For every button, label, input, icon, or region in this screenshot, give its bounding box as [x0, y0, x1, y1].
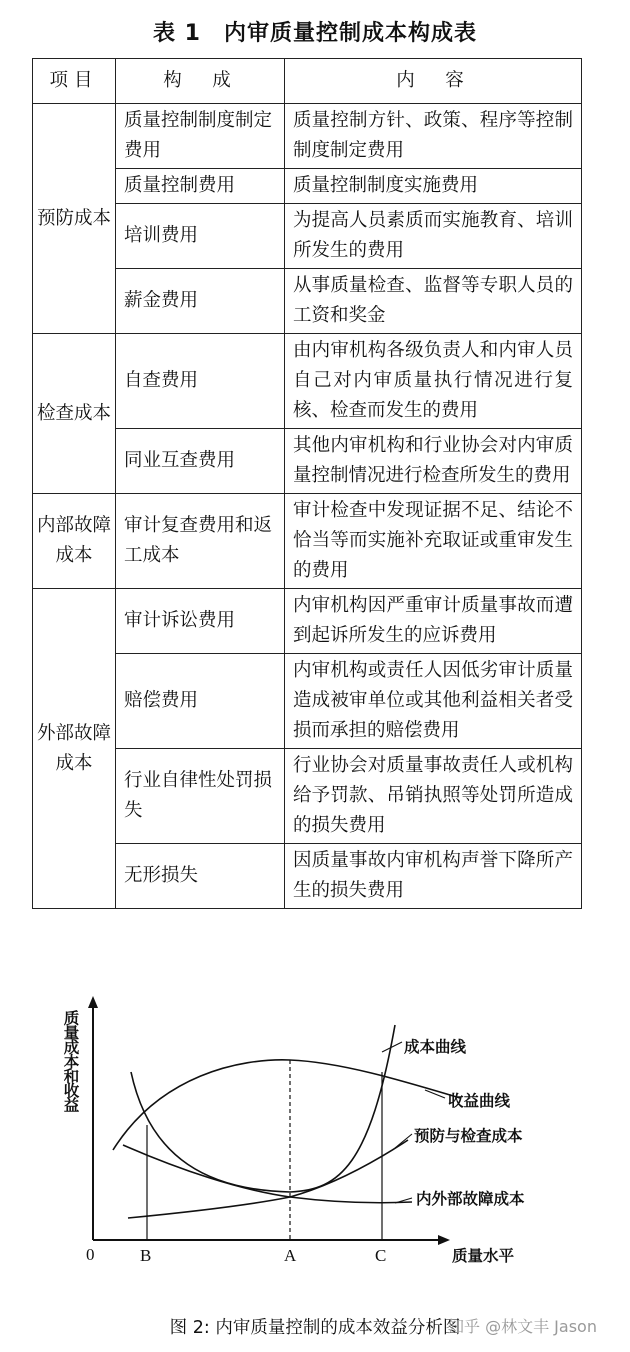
category-prevention: 预防成本: [33, 104, 116, 334]
x-mark-c: C: [375, 1246, 387, 1265]
x-axis-label: 质量水平: [452, 1246, 515, 1265]
category-external-failure: 外部故障成本: [33, 589, 116, 909]
x-axis-arrow: [438, 1235, 450, 1245]
content-cell: 其他内审机构和行业协会对内审质量控制情况进行检查所发生的费用: [285, 429, 582, 494]
cost-curve: [131, 1025, 395, 1192]
composition-cell: 质量控制制度制定费用: [116, 104, 285, 169]
table-row: [33, 429, 582, 494]
cost-benefit-diagram: [0, 990, 630, 1290]
prevention-label-pointer: [395, 1134, 412, 1148]
composition-cell: 培训费用: [116, 204, 285, 269]
header-composition: 构 成: [116, 59, 285, 104]
table-row: [33, 269, 582, 334]
x-mark-a: A: [284, 1246, 297, 1265]
composition-cell: 行业自律性处罚损失: [116, 749, 285, 844]
table-row: [33, 844, 582, 909]
table-row: [33, 169, 582, 204]
category-inspection: 检查成本: [33, 334, 116, 494]
table-title: 表 1 内审质量控制成本构成表: [153, 21, 477, 46]
composition-cell: 审计诉讼费用: [116, 589, 285, 654]
composition-cell: 同业互查费用: [116, 429, 285, 494]
content-cell: 从事质量检查、监督等专职人员的工资和奖金: [285, 269, 582, 334]
composition-cell: 无形损失: [116, 844, 285, 909]
table-header-row: [33, 59, 582, 104]
failure-curve-label: 内外部故障成本: [416, 1189, 525, 1208]
y-axis-arrow: [88, 996, 98, 1008]
composition-cell: 薪金费用: [116, 269, 285, 334]
composition-cell: 审计复查费用和返工成本: [116, 494, 285, 589]
figure-caption: 图 2: 内审质量控制的成本效益分析图: [169, 1318, 461, 1338]
composition-cell: 质量控制费用: [116, 169, 285, 204]
cost-curve-label: 成本曲线: [404, 1037, 467, 1056]
composition-cell: 赔偿费用: [116, 654, 285, 749]
content-cell: 内审机构因严重审计质量事故而遭到起诉所发生的应诉费用: [285, 589, 582, 654]
table-row: [33, 589, 582, 654]
x-mark-b: B: [140, 1246, 152, 1265]
content-cell: 因质量事故内审机构声誉下降所产生的损失费用: [285, 844, 582, 909]
table-row: [33, 104, 582, 169]
content-cell: 内审机构或责任人因低劣审计质量造成被审单位或其他利益相关者受损而承担的赔偿费用: [285, 654, 582, 749]
content-cell: 审计检查中发现证据不足、结论不恰当等而实施补充取证或重审发生的费用: [285, 494, 582, 589]
table-row: [33, 654, 582, 749]
content-cell: 行业协会对质量事故责任人或机构给予罚款、吊销执照等处罚所造成的损失费用: [285, 749, 582, 844]
failure-curve: [123, 1145, 412, 1203]
benefit-curve-label: 收益曲线: [448, 1091, 511, 1110]
header-content: 内 容: [285, 59, 582, 104]
table-row: [33, 204, 582, 269]
table-row: [33, 494, 582, 589]
origin-label: 0: [86, 1245, 95, 1264]
y-axis-label: 质量成本和收益: [61, 1010, 81, 1112]
watermark: 知乎 @林文丰 Jason: [448, 1317, 597, 1336]
prevention-curve: [128, 1140, 408, 1218]
content-cell: 质量控制方针、政策、程序等控制制度制定费用: [285, 104, 582, 169]
table-row: [33, 334, 582, 429]
content-cell: 由内审机构各级负责人和内审人员自己对内审质量执行情况进行复核、检查而发生的费用: [285, 334, 582, 429]
content-cell: 为提高人员素质而实施教育、培训所发生的费用: [285, 204, 582, 269]
content-cell: 质量控制制度实施费用: [285, 169, 582, 204]
header-item: 项目: [33, 59, 116, 104]
table-row: [33, 749, 582, 844]
cost-table: [32, 58, 582, 909]
prevention-curve-label: 预防与检查成本: [414, 1126, 523, 1145]
category-internal-failure: 内部故障成本: [33, 494, 116, 589]
benefit-curve: [113, 1060, 460, 1150]
composition-cell: 自查费用: [116, 334, 285, 429]
